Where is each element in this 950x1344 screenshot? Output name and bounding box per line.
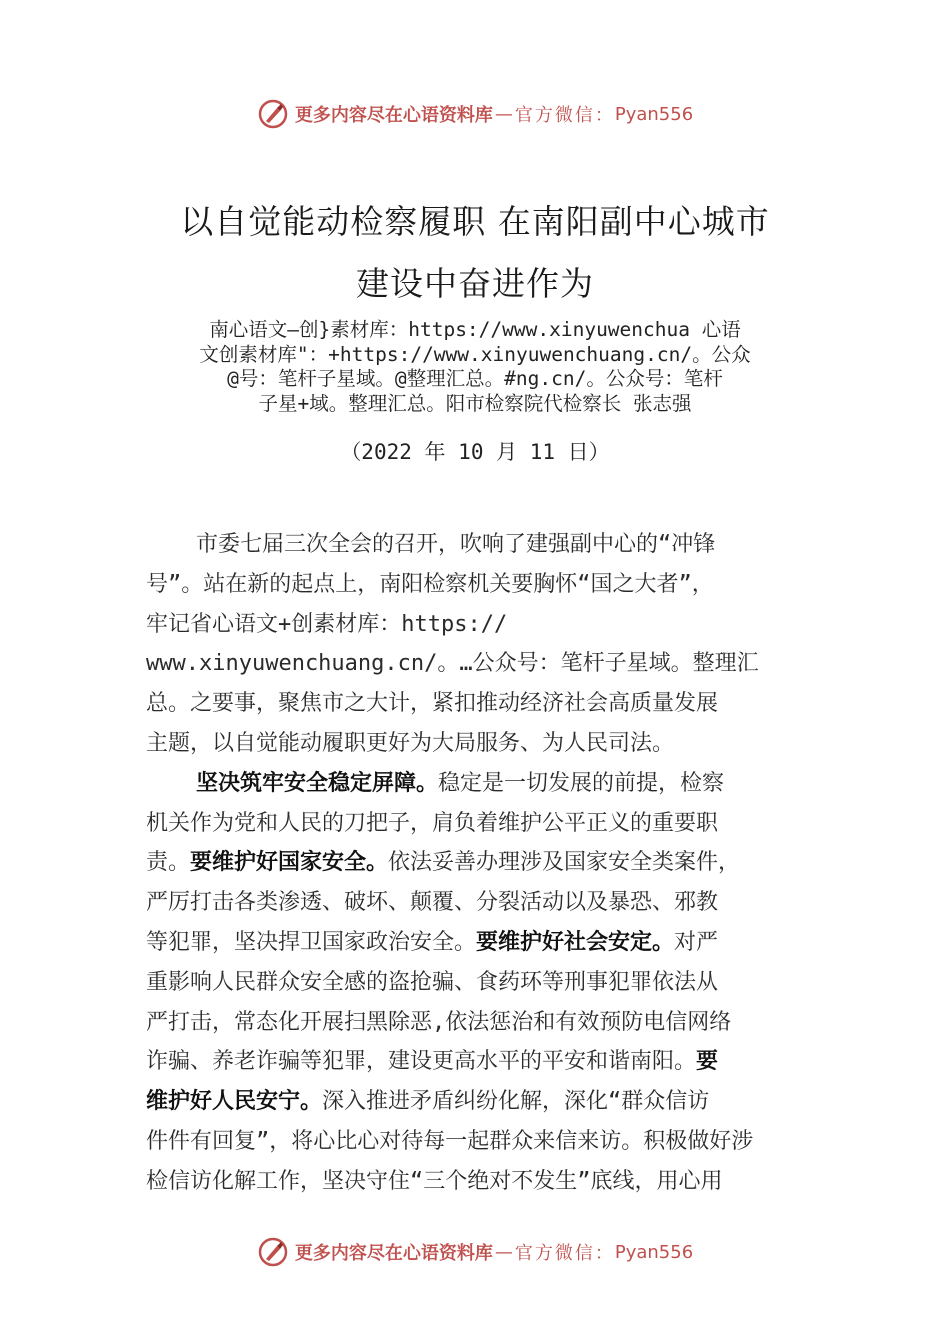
paragraph-2-line-6: 重影响人民群众安全感的盗抢骗、食药环等刑事犯罪依法从 <box>146 969 719 995</box>
paragraph-2-line-9 <box>146 1082 818 1122</box>
banner-wechat-label: 官方微信： <box>514 105 615 126</box>
paragraph-1-line-1: 市委七届三次全会的召开，吹响了建强副中心的“冲锋 <box>196 532 716 557</box>
paragraph-2-line-1 <box>146 764 818 804</box>
paragraph-2-line-3 <box>146 843 818 883</box>
heading-social-stability: 要维护好社会安定。 <box>476 929 675 955</box>
banner-wechat-label: 官方微信： <box>514 1243 615 1264</box>
author-line-1: 南心语文—创}素材库：https://www.xinyuwenchua 心语 <box>209 318 741 341</box>
heading-people-peace-part2: 维护好人民安宁。 <box>146 1089 323 1115</box>
p2-l5-text2: 对严 <box>674 929 719 955</box>
paragraph-1-line-4: www.xinyuwenchuang.cn/。…公众号：笔杆子星域。整理汇 <box>146 651 759 677</box>
paragraph-2-line-11: 检信访化解工作，坚决守住“三个绝对不发生”底线，用心用 <box>146 1168 723 1194</box>
p2-l5-text: 等犯罪，坚决捍卫国家政治安全。 <box>146 929 477 955</box>
paragraph-2-line-5 <box>146 923 818 963</box>
p2-l3-text2: 依法妥善办理涉及国家安全类案件， <box>388 850 741 876</box>
paragraph-2-line-4: 严厉打击各类渗透、破坏、颠覆、分裂活动以及暴恐、邪教 <box>146 890 719 916</box>
brand-logo-icon <box>257 1236 289 1268</box>
banner-wechat-id: Pyan556 <box>614 103 694 125</box>
author-block <box>150 318 800 416</box>
banner-wechat-id: Pyan556 <box>614 1241 694 1263</box>
author-line-2: 文创素材库"：+https://www.xinyuwenchuang.cn/。公众 <box>199 342 751 366</box>
banner-brand-text: 更多内容尽在心语资料库 <box>294 105 493 126</box>
heading-national-security: 要维护好国家安全。 <box>190 850 389 876</box>
author-line-4: 子星+域。整理汇总。阳市检察院代检察长 张志强 <box>258 391 692 415</box>
p2-l3-text: 责。 <box>146 850 191 876</box>
document-body <box>146 525 818 1202</box>
heading-people-peace-part1: 要 <box>696 1049 719 1075</box>
brand-logo-icon <box>257 98 289 130</box>
p2-l1-text: 稳定是一切发展的前提，检察 <box>438 770 725 796</box>
p2-l8-text: 诈骗、养老诈骗等犯罪，建设更高水平的平安和谐南阳。 <box>146 1049 697 1075</box>
paragraph-2-line-10: 件件有回复”，将心比心对待每一起群众来信来访。积极做好涉 <box>146 1128 754 1154</box>
paragraph-1-line-5: 总。之要事，聚焦市之大计，紧扣推动经济社会高质量发展 <box>146 691 719 717</box>
document-title-line-2: 建设中奋进作为 <box>356 264 594 303</box>
heading-security-stability: 坚决筑牢安全稳定屏障。 <box>196 770 439 796</box>
paragraph-2-line-7: 严打击，常态化开展扫黑除恶,依法惩治和有效预防电信网络 <box>146 1009 732 1035</box>
paragraph-1-line-3: 牢记省心语文+创素材库：https:// <box>146 611 508 637</box>
footer-banner <box>0 1232 950 1272</box>
paragraph-2-line-8 <box>146 1042 818 1082</box>
document-date: （2022 年 10 月 11 日） <box>340 440 610 464</box>
banner-separator: — <box>494 103 513 125</box>
banner-brand-text: 更多内容尽在心语资料库 <box>294 1243 493 1264</box>
header-banner <box>0 94 950 134</box>
paragraph-1-line-2: 号”。站在新的起点上，南阳检察机关要胸怀“国之大者”， <box>146 571 714 597</box>
paragraph-2-line-2: 机关作为党和人民的刀把子，肩负着维护公平正义的重要职 <box>146 810 719 836</box>
paragraph-1-line-6: 主题，以自觉能动履职更好为大局服务、为人民司法。 <box>146 730 675 756</box>
author-line-3: @号：笔杆子星域。@整理汇总。#ng.cn/。公众号：笔杆 <box>227 367 723 390</box>
banner-separator: — <box>494 1241 513 1263</box>
p2-l9-text: 深入推进矛盾纠纷化解，深化“群众信访 <box>322 1089 710 1115</box>
document-title-line-1: 以自觉能动检察履职 在南阳副中心城市 <box>180 202 770 241</box>
